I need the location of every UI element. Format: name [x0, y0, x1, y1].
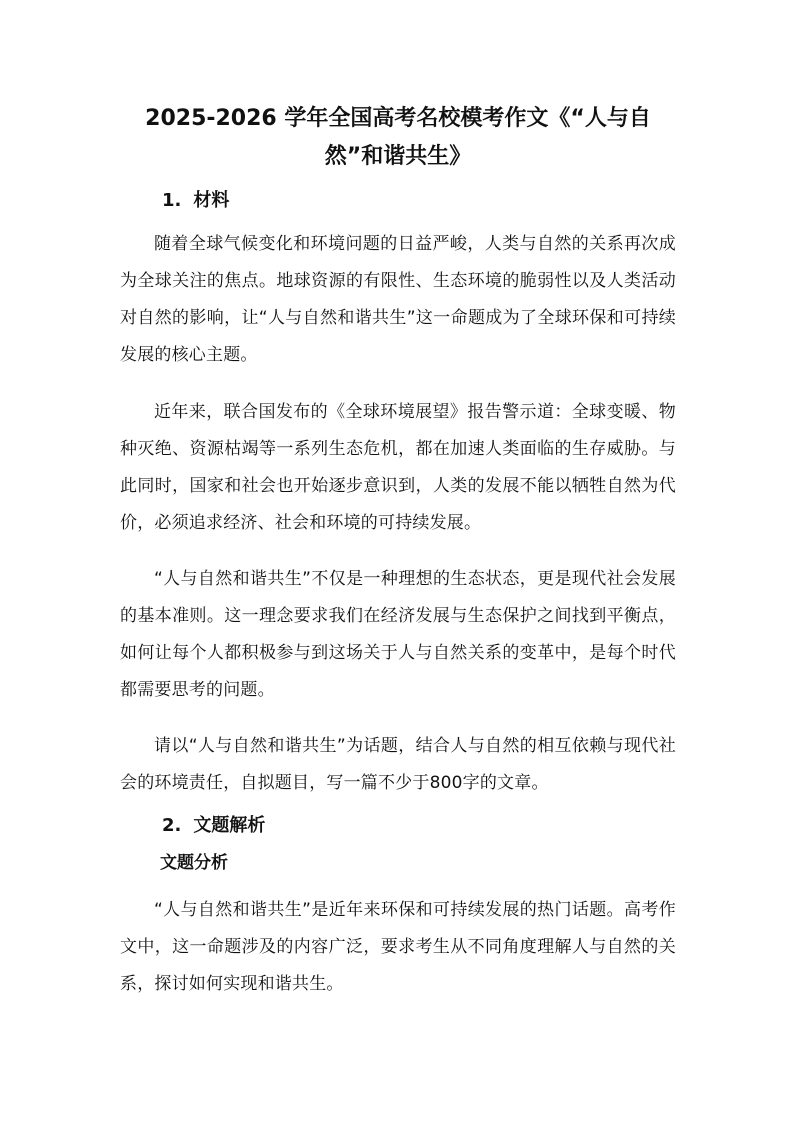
- section-title: 文题解析: [193, 815, 266, 836]
- material-paragraph: “人与自然和谐共生”不仅是一种理想的生态状态，更是现代社会发展的基本准则。这一理念要求我们在经济发展与生态保护之间找到平衡点，如何让每个人都积极参与到这场关于人与自然关系的变革中，是每个时代都需要思考的问题。: [120, 569, 676, 700]
- analysis-paragraph: “人与自然和谐共生”是近年来环保和可持续发展的热门话题。高考作文中，这一命题涉及的内容广泛，要求考生从不同角度理解人与自然的关系，探讨如何实现和谐共生。: [120, 900, 676, 994]
- section-heading-analysis: [162, 811, 265, 841]
- subsection-heading: 文题分析: [160, 853, 228, 873]
- section-number: 1.: [162, 190, 182, 211]
- material-paragraph: 近年来，联合国发布的《全球环境展望》报告警示道：全球变暖、物种灭绝、资源枯竭等一系列生态危机，都在加速人类面临的生存威胁。与此同时，国家和社会也开始逐步意识到，人类的发展不能以牺牲自然为代价，必须追求经济、社会和环境的可持续发展。: [120, 402, 676, 533]
- section-number: 2.: [162, 815, 182, 836]
- document-title: 2025-2026 学年全国高考名校模考作文《“人与自然”和谐共生》: [145, 106, 651, 169]
- section-heading-material: [162, 186, 229, 216]
- section-title: 材料: [193, 190, 230, 211]
- material-paragraph: 随着全球气候变化和环境问题的日益严峻，人类与自然的关系再次成为全球关注的焦点。地球资源的有限性、生态环境的脆弱性以及人类活动对自然的影响，让“人与自然和谐共生”这一命题成为了全球环保和可持续发展的核心主题。: [120, 234, 676, 365]
- prompt-paragraph: 请以“人与自然和谐共生”为话题，结合人与自然的相互依赖与现代社会的环境责任，自拟题目，写一篇不少于800字的文章。: [120, 736, 676, 793]
